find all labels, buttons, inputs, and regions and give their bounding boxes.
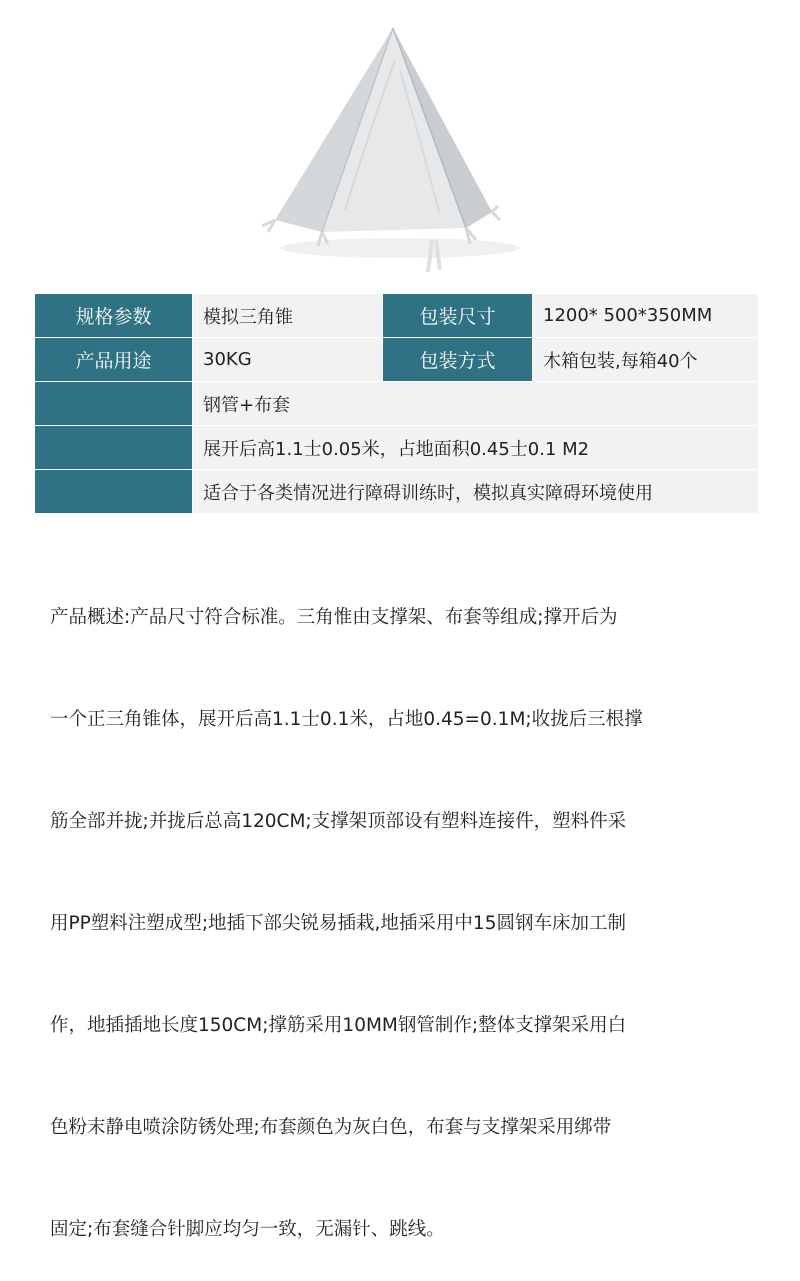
spec-label-empty xyxy=(35,426,193,470)
description-line: 产品概述:产品尺寸符合标准。三角惟由支撑架、布套等组成;撑开后为 xyxy=(50,607,618,628)
spec-value: 模拟三角锥 xyxy=(193,294,383,338)
spec-row xyxy=(35,382,759,426)
spec-row xyxy=(35,294,759,338)
description-line: 筋全部并拢;并拢后总高120CM;支撑架顶部设有塑料连接件，塑料件采 xyxy=(50,811,627,832)
spec-label-empty xyxy=(35,382,193,426)
spec-label: 包装尺寸 xyxy=(383,294,533,338)
product-description xyxy=(50,533,760,1281)
tent-image xyxy=(0,0,800,293)
spec-row xyxy=(35,470,759,514)
spec-label: 包装方式 xyxy=(383,338,533,382)
spec-value: 适合于各类情况进行障碍训练时，模拟真实障碍环境使用 xyxy=(193,470,759,514)
spec-value: 木箱包装,每箱40个 xyxy=(533,338,759,382)
description-line: 色粉末静电喷涂防锈处理;布套颜色为灰白色，布套与支撑架采用绑带 xyxy=(50,1117,612,1138)
spec-value: 1200* 500*350MM xyxy=(533,294,759,338)
description-line: 固定;布套缝合针脚应均匀一致，无漏针、跳线。 xyxy=(50,1219,445,1240)
spec-label: 产品用途 xyxy=(35,338,193,382)
spec-label-empty xyxy=(35,470,193,514)
description-line: 用PP塑料注塑成型;地插下部尖锐易插栽,地插采用中15圆钢车床加工制 xyxy=(50,913,626,934)
spec-value: 展开后高1.1士0.05米，占地面积0.45士0.1 M2 xyxy=(193,426,759,470)
spec-label: 规格参数 xyxy=(35,294,193,338)
spec-row xyxy=(35,426,759,470)
spec-table xyxy=(34,293,759,514)
tie-left xyxy=(262,220,275,232)
tie-back xyxy=(492,206,500,220)
ground-shadow xyxy=(280,238,520,258)
spec-value: 30KG xyxy=(193,338,383,382)
description-line: 作，地插插地长度150CM;撑筋采用10MM钢管制作;整体支撑架采用白 xyxy=(50,1015,627,1036)
spec-row xyxy=(35,338,759,382)
spec-value: 钢管+布套 xyxy=(193,382,759,426)
product-photo xyxy=(0,0,800,293)
description-line: 一个正三角锥体，展开后高1.1士0.1米，占地0.45=0.1M;收拢后三根撑 xyxy=(50,709,643,730)
